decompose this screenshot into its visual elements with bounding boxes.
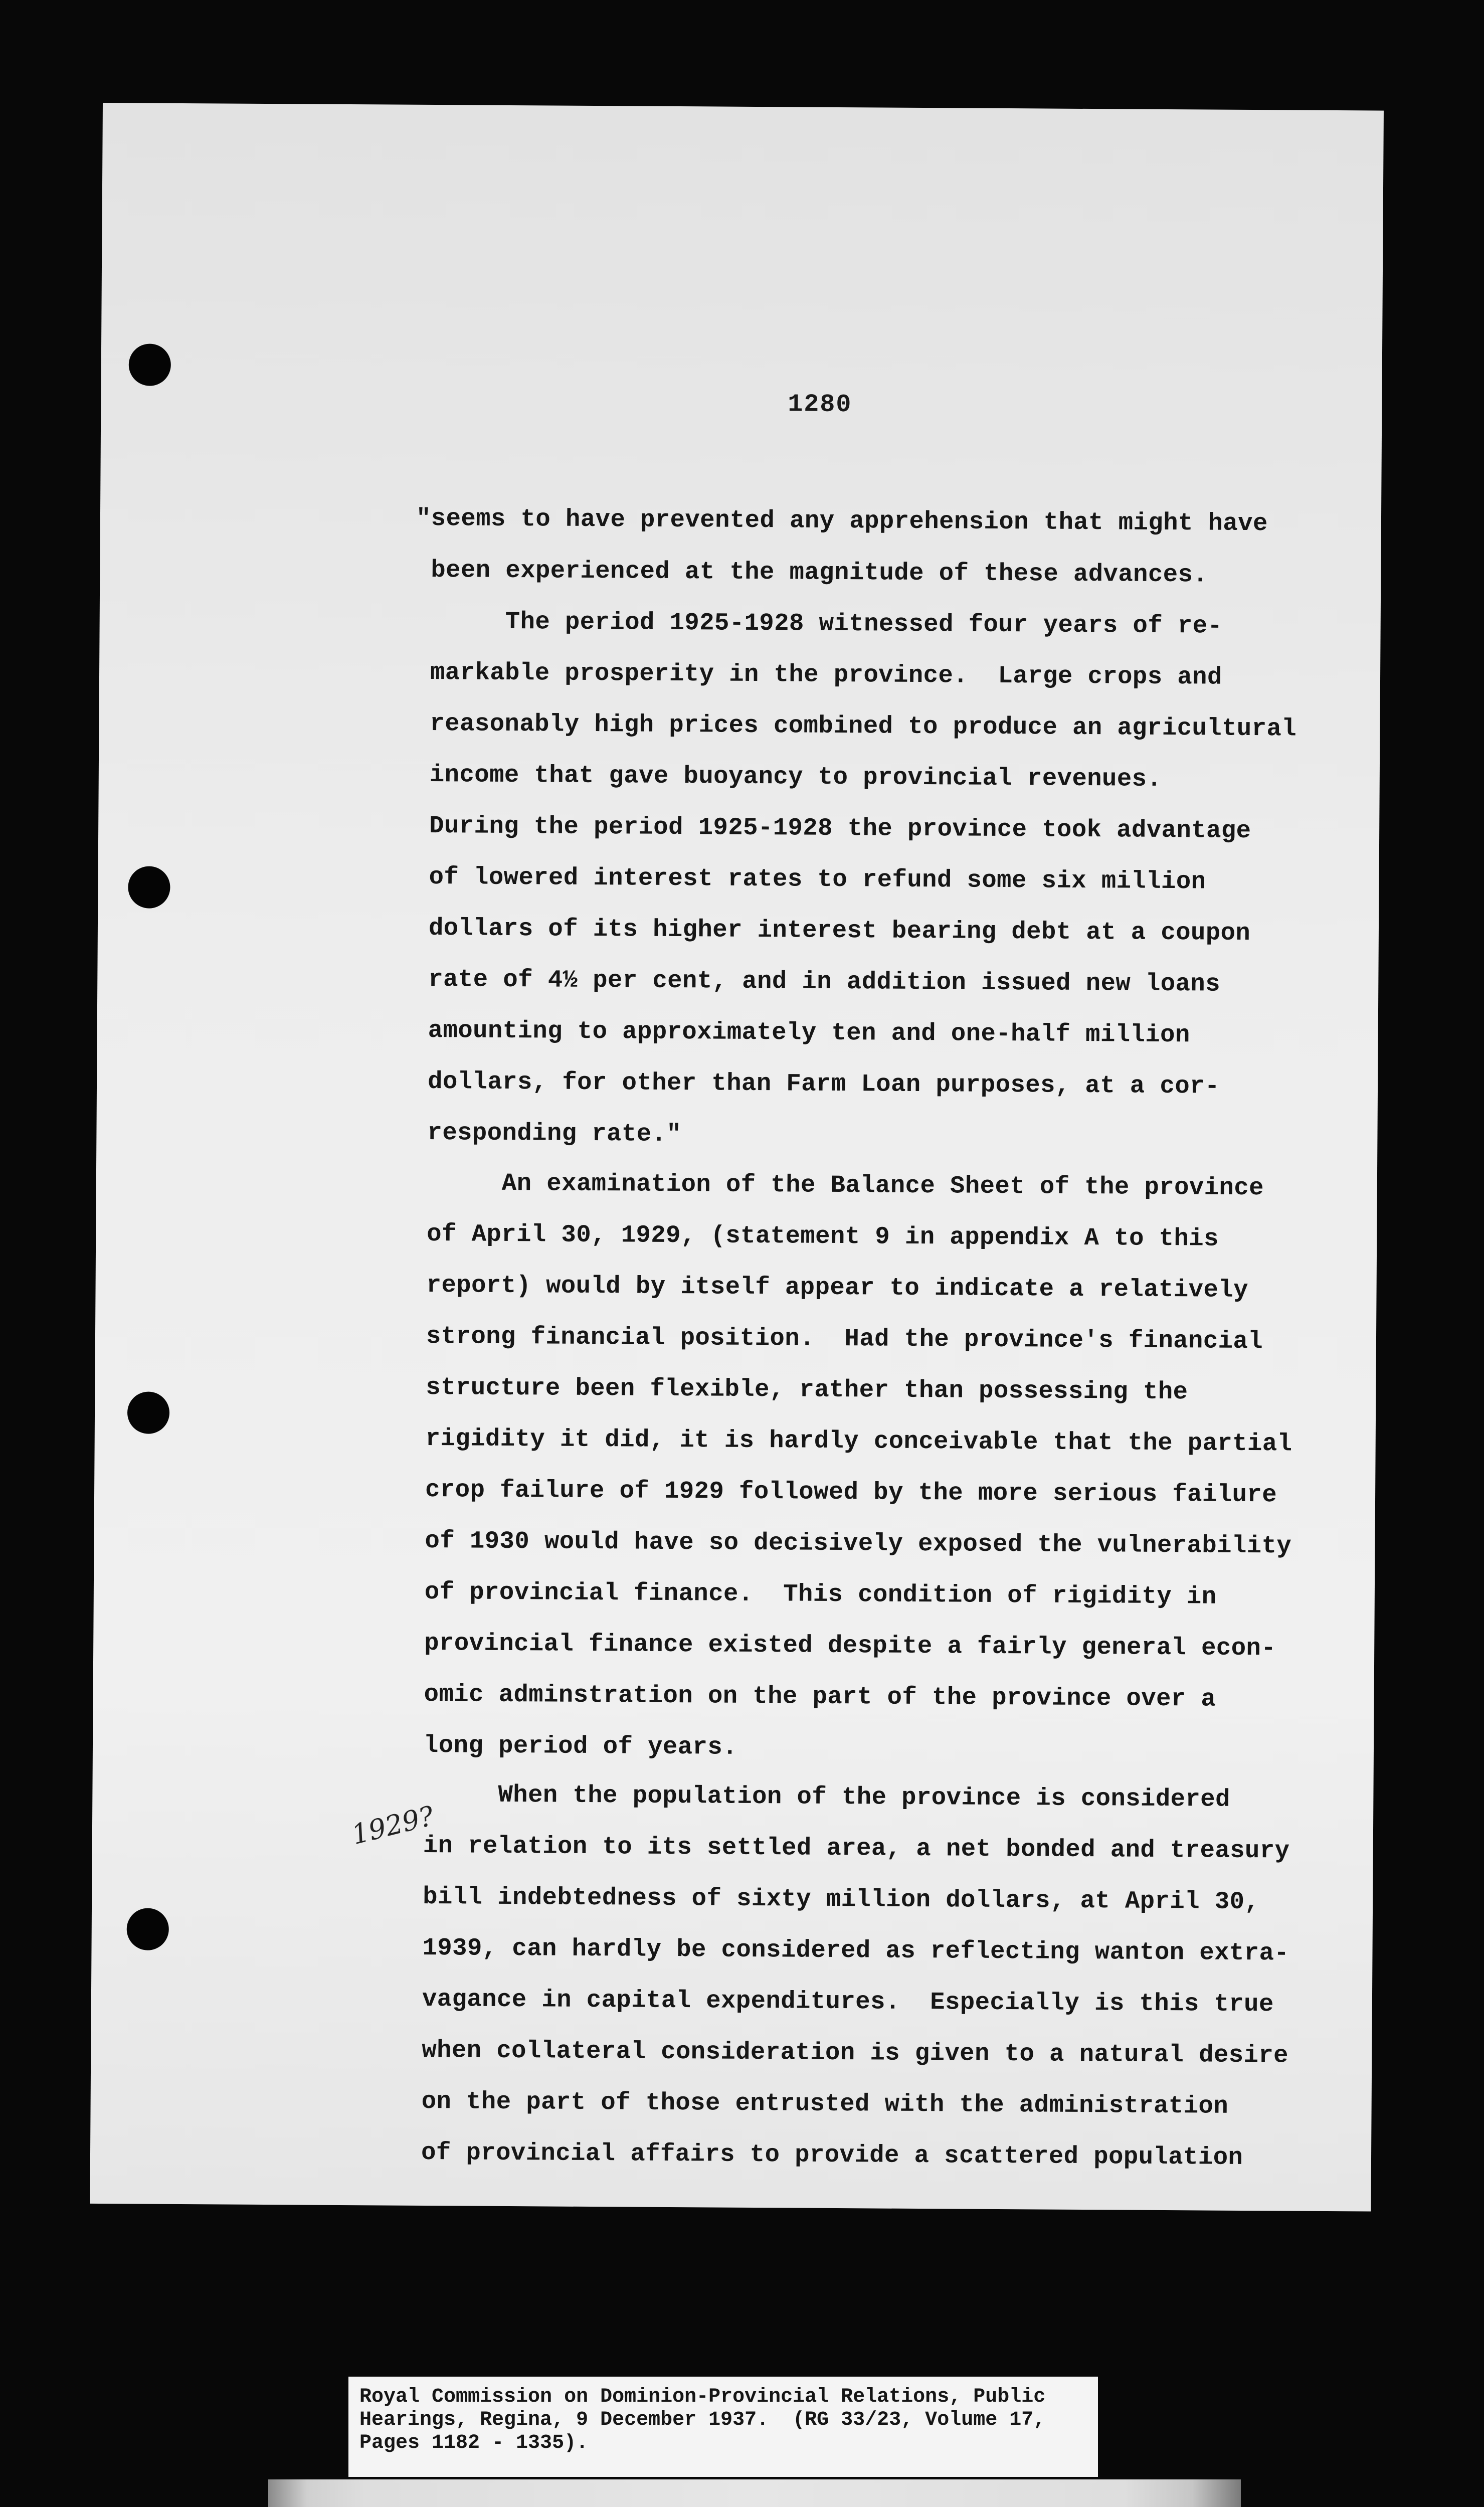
text-line: dollars of its higher interest bearing debt at a coupon xyxy=(428,914,1251,948)
text-line: of lowered interest rates to refund some six million xyxy=(429,863,1206,896)
text-line: An examination of the Balance Sheet of the province xyxy=(427,1168,1264,1202)
text-line: strong financial position. Had the province's financial xyxy=(426,1322,1263,1356)
text-line: provincial finance existed despite a fairly general econ- xyxy=(424,1629,1276,1663)
text-line: bill indebtedness of sixty million dollars, at April 30, xyxy=(422,1882,1260,1916)
text-line: of provincial affairs to provide a scattered population xyxy=(421,2138,1243,2172)
citation-line: Royal Commission on Dominion-Provincial Relations, Public xyxy=(359,2386,1046,2408)
text-line: markable prosperity in the province. Large crops and xyxy=(430,658,1222,691)
text-line: of provincial finance. This condition of rigidity in xyxy=(424,1577,1217,1611)
text-line: report) would by itself appear to indicate a relatively xyxy=(426,1271,1249,1305)
text-line: in relation to its settled area, a net bonded and treasury xyxy=(423,1831,1290,1865)
text-line: During the period 1925-1928 the province took advantage xyxy=(429,812,1251,845)
text-line: responding rate." xyxy=(427,1118,682,1149)
text-line: when collateral consideration is given to a natural desire xyxy=(422,2036,1289,2070)
text-line: When the population of the province is considered xyxy=(423,1780,1231,1814)
text-line: been experienced at the magnitude of these advances. xyxy=(431,556,1208,589)
page-number: 1280 xyxy=(788,390,852,420)
typed-page xyxy=(90,103,1384,2212)
body-text xyxy=(90,103,1384,2212)
text-line: long period of years. xyxy=(423,1731,738,1761)
text-line: reasonably high prices combined to produce an agricultural xyxy=(430,709,1297,743)
text-line: structure been flexible, rather than possessing the xyxy=(426,1373,1188,1406)
text-line: vagance in capital expenditures. Especially is this true xyxy=(422,1985,1274,2019)
text-line: amounting to approximately ten and one-half million xyxy=(428,1016,1190,1049)
text-line: "seems to have prevented any apprehension that might have xyxy=(416,504,1268,538)
archives-stamp xyxy=(268,2479,1241,2507)
handwritten-margin-note: 1929? xyxy=(348,1800,437,1851)
text-line: rate of 4½ per cent, and in addition issued new loans xyxy=(428,965,1221,998)
text-line: 1939, can hardly be considered as reflecting wanton extra- xyxy=(422,1933,1289,1967)
text-line: omic adminstration on the part of the province over a xyxy=(424,1680,1216,1713)
citation-line: Hearings, Regina, 9 December 1937. (RG 33/23, Volume 17, xyxy=(359,2409,1046,2431)
text-line: of 1930 would have so decisively exposed the vulnerability xyxy=(425,1526,1292,1560)
citation-label xyxy=(348,2377,1098,2477)
text-line: rigidity it did, it is hardly conceivable that the partial xyxy=(425,1424,1292,1458)
text-line: on the part of those entrusted with the administration xyxy=(421,2087,1229,2120)
text-line: crop failure of 1929 followed by the more serious failure xyxy=(425,1475,1277,1509)
citation-line: Pages 1182 - 1335). xyxy=(359,2432,589,2454)
text-line: of April 30, 1929, (statement 9 in appendix A to this xyxy=(427,1219,1219,1253)
text-line: income that gave buoyancy to provincial revenues. xyxy=(429,761,1162,793)
text-line: dollars, for other than Farm Loan purposes, at a cor- xyxy=(427,1067,1220,1101)
text-line: The period 1925-1928 witnessed four years of re- xyxy=(430,607,1223,640)
